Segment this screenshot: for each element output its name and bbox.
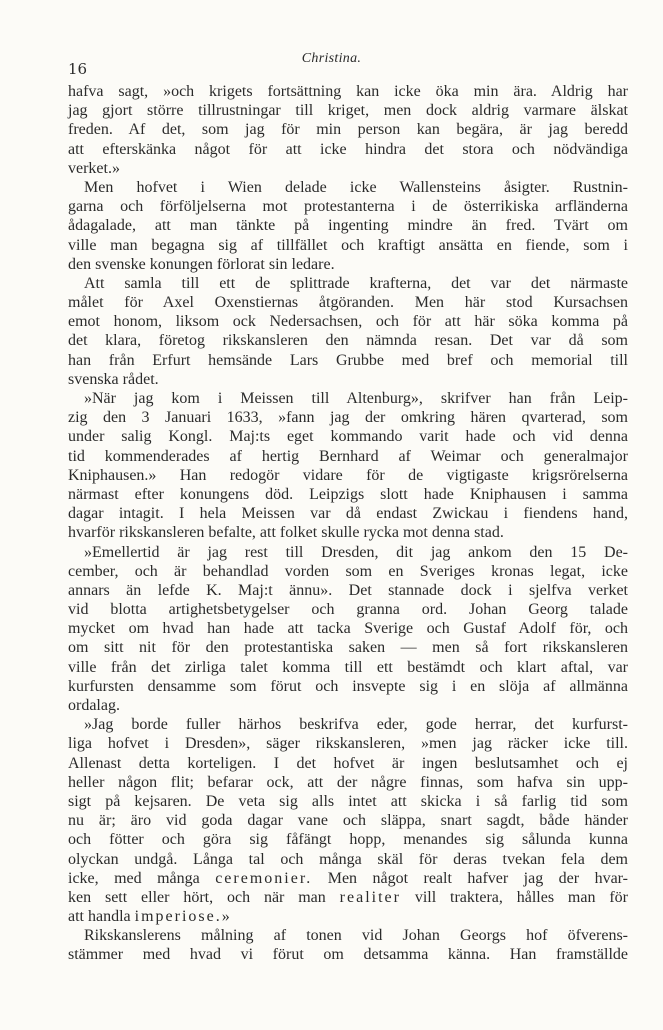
- text-line: hvarför rikskansleren befalte, att folket skulle rycka mot denna stad.: [68, 524, 504, 542]
- text-line: hafva sagt, »och krigets fortsättning kan icke öka min ära. Aldrig har: [68, 83, 628, 100]
- spaced-word: imperiose.»: [134, 908, 232, 926]
- text-line: att efterskänka något för att icke hindra det stora och nödvändiga: [68, 140, 628, 158]
- text-segment: icke, med många: [68, 869, 216, 887]
- text-line: stämmer med hvad vi förut om detsamma känna. Han framställde: [68, 946, 628, 964]
- text-line: »Jag borde fuller härhos beskrifva eder, gode herrar, det kurfurst-: [84, 716, 628, 734]
- text-line: den svenske konungen förlorat sin ledare.: [68, 255, 335, 273]
- text-line: det klara, företog rikskansleren den nämnda resan. Det var då som: [68, 332, 628, 350]
- text-line: tid kommenderades af hertig Bernhard af Weimar och generalmajor: [68, 447, 628, 465]
- text-line: sigt på kejsaren. De veta sig alls intet att skicka i så farlig tid som: [68, 792, 628, 810]
- text-line: verket.»: [68, 159, 120, 177]
- text-line: ville från det zirliga talet komma till ett bestämdt och klart aftal, var: [68, 658, 628, 676]
- text-lines: [68, 82, 628, 869]
- body-text: [68, 82, 628, 965]
- text-line: ordalag.: [68, 697, 120, 714]
- text-line: målet för Axel Oxenstiernas åtgöranden. Men här stod Kursachsen: [68, 294, 628, 312]
- text-segment: vill traktera, hålles man för: [400, 888, 628, 906]
- text-line-spaced-1: [68, 869, 628, 888]
- text-line: han från Erfurt hemsände Lars Grubbe med bref och memorial till: [68, 351, 628, 369]
- text-line: dagar intagit. I hela Meissen var då endast Zwickau i fiendens hand,: [68, 505, 628, 523]
- text-segment: att handla: [68, 908, 135, 926]
- text-line: freden. Af det, som jag för min person kan begära, är jag beredd: [68, 121, 628, 139]
- text-line-spaced-2: [68, 888, 628, 907]
- text-line: kurfursten densamme som förut och insvepte sig i en slöja af allmänna: [68, 677, 628, 695]
- text-line: »När jag kom i Meissen till Altenburg», skrifver han från Leip-: [84, 390, 628, 407]
- text-line: annars än lefde K. Maj:t ännu». Det stannade dock i sjelfva verket: [68, 581, 628, 599]
- text-line: och fötter och göra sig fåfängt hopp, menandes sig sålunda kunna: [68, 831, 628, 849]
- text-line: närmast efter konungens död. Leipzigs slott hade Kniphausen i samma: [68, 485, 628, 503]
- text-line: under salig Kongl. Maj:ts eget kommando varit hade och vid denna: [68, 428, 628, 446]
- text-line: liga hofvet i Dresden», säger rikskansleren, »men jag räcker icke till.: [68, 735, 628, 753]
- text-line: olyckan undgå. Långa tal och många skäl för deras tvekan fela dem: [68, 850, 628, 868]
- text-line: Rikskanslerens målning af tonen vid Johan Georgs hof öfverens-: [84, 927, 628, 945]
- text-line: mycket om hvad han hade att tacka Sverige och Gustaf Adolf för, och: [68, 620, 628, 638]
- text-line: Men hofvet i Wien delade icke Wallensteins åsigter. Rustnin-: [84, 178, 628, 196]
- text-line: ville man begagna sig af tillfället och kraftigt ansätta en fiende, som i: [68, 236, 628, 254]
- text-line: zig den 3 Januari 1633, »fann jag der omkring hären qvarterad, som: [68, 409, 628, 427]
- text-line: svenska rådet.: [68, 370, 159, 388]
- page-number: 16: [68, 60, 88, 78]
- spaced-word: realiter: [339, 888, 401, 906]
- text-line: Allenast detta korteligen. I det hofvet är ingen beslutsamhet och ej: [68, 754, 628, 772]
- text-segment: Men något realt hafver jag der hvar-: [312, 869, 629, 887]
- spaced-word: ceremonier.: [215, 869, 313, 887]
- text-line-spaced-3: [68, 907, 628, 926]
- text-line: garna och förföljelserna mot protestanterna i de österrikiska arfländerna: [68, 198, 628, 216]
- text-line: cember, och är behandlad vorden som en Sveriges kronas legat, icke: [68, 562, 628, 580]
- text-line: ådagalade, att man tänkte på ingenting mindre än fred. Tvärt om: [68, 217, 628, 235]
- text-line: emot honom, liksom ock Nedersachsen, och för att här söka komma på: [68, 313, 628, 331]
- text-segment: ken sett eller hört, och när man: [68, 888, 340, 906]
- text-line: Kniphausen.» Han redogör vidare för de vigtigaste krigsrörelserna: [68, 466, 628, 484]
- text-line: »Emellertid är jag rest till Dresden, dit jag ankom den 15 De-: [84, 543, 628, 561]
- closing-lines: [68, 926, 628, 964]
- text-line: om sitt nit för den protestantiska saken — men så fort rikskansleren: [68, 639, 628, 657]
- text-line: nu är; äro vid goda dagar vane och släppa, snart sagdt, både händer: [68, 812, 628, 830]
- text-line: jag gjort större tillrustningar till kriget, men dock aldrig varmare älskat: [68, 102, 628, 120]
- text-line: Att samla till ett de splittrade krafterna, det var det närmaste: [84, 274, 628, 292]
- running-head: Christina.: [301, 51, 362, 66]
- text-line: vid blotta artighetsbetygelser och granna ord. Johan Georg talade: [68, 601, 628, 619]
- text-line: heller någon flit; befarar ock, att der någre finnas, som hafva sin upp-: [68, 773, 628, 791]
